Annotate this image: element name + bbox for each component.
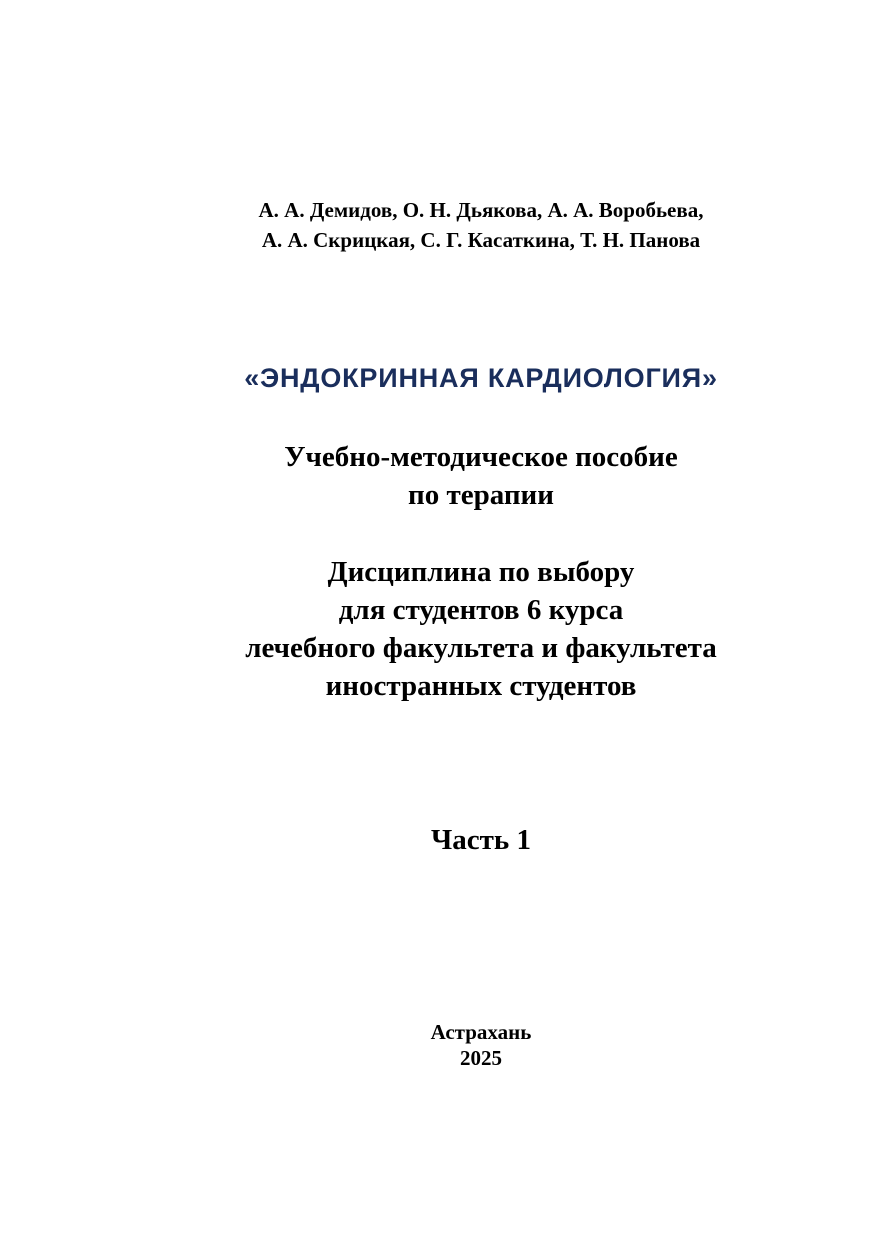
subtitle-line-1: Учебно-методическое пособие <box>284 441 678 473</box>
authors-line-2: А. А. Скрицкая, С. Г. Касаткина, Т. Н. Панова <box>261 228 701 252</box>
discipline-line-1: Дисциплина по выбору <box>327 556 635 588</box>
subtitle-line-2: по терапии <box>408 479 554 511</box>
discipline-line-4: иностранных студентов <box>325 670 637 702</box>
discipline-line-2: для студентов 6 курса <box>338 594 624 626</box>
discipline-line-3: лечебного факультета и факультета <box>245 632 717 664</box>
part-number: Часть 1 <box>431 824 531 856</box>
book-title: «ЭНДОКРИННАЯ КАРДИОЛОГИЯ» <box>244 363 718 393</box>
imprint-city: Астрахань <box>430 1020 532 1044</box>
imprint-year: 2025 <box>460 1046 502 1070</box>
authors-line-1: А. А. Демидов, О. Н. Дьякова, А. А. Воробьева, <box>258 198 704 222</box>
